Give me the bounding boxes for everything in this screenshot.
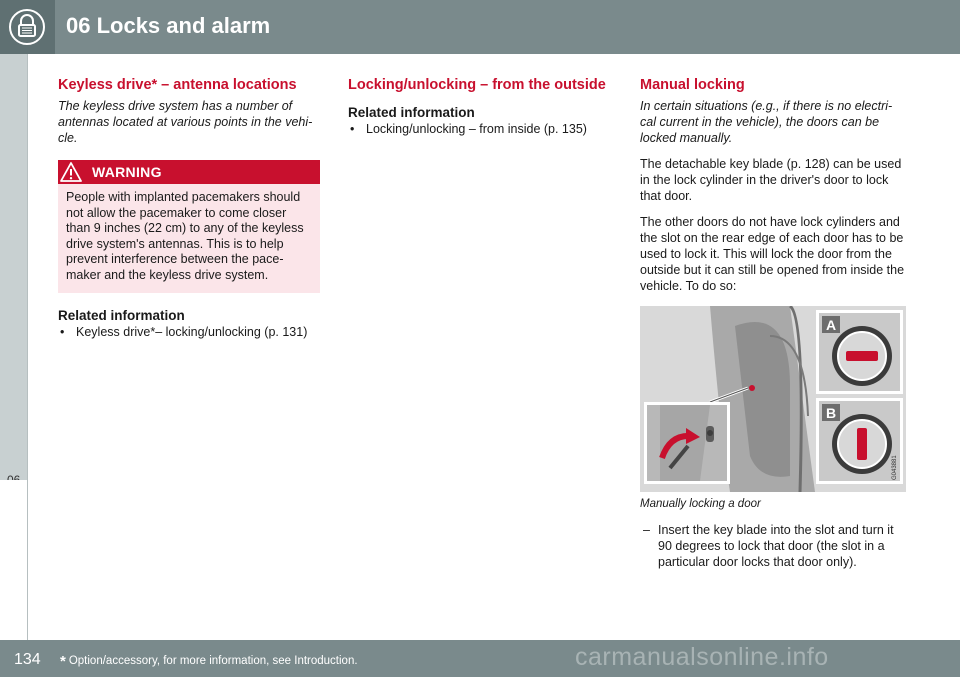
column-keyless-drive xyxy=(58,76,320,340)
warning-box xyxy=(58,160,320,293)
page-header xyxy=(0,0,960,54)
footnote-star: * xyxy=(60,653,66,670)
warning-header xyxy=(58,160,320,184)
figure-code: G043881 xyxy=(892,455,898,480)
section-title-manual-locking: Manual locking xyxy=(640,77,745,93)
figure-label-a: A xyxy=(825,317,837,333)
column-manual-locking xyxy=(640,76,908,570)
bullet: • xyxy=(60,325,65,339)
figure-caption: Manually locking a door xyxy=(640,498,761,510)
step-dash: – xyxy=(643,523,650,537)
section-intro: In certain situations (e.g., if there is no electri-cal current in the vehicle), the doors can be locked manually. xyxy=(640,99,893,145)
related-link-text: Locking/unlocking – from inside (p. 135) xyxy=(366,122,587,136)
page-number: 134 xyxy=(14,651,41,668)
step-text: Insert the key blade into the slot and turn it 90 degrees to lock that door (the slot in a particular door locks that door only). xyxy=(658,523,894,569)
related-info-heading: Related information xyxy=(58,308,185,323)
manual-locking-illustration xyxy=(640,306,906,492)
side-margin xyxy=(0,480,28,640)
chapter-icon-box xyxy=(0,0,55,54)
footnote-text: Option/accessory, for more information, see Introduction. xyxy=(68,655,358,667)
bullet: • xyxy=(350,122,355,136)
related-link[interactable] xyxy=(58,324,320,340)
figure-label-b: B xyxy=(825,405,837,421)
related-info-heading: Related information xyxy=(348,105,475,120)
chapter-title: 06 Locks and alarm xyxy=(66,13,271,38)
warning-triangle-icon xyxy=(60,162,82,182)
door-illustration xyxy=(640,306,906,492)
section-intro: The keyless drive system has a number of antennas located at various points in the vehi-cle. xyxy=(58,99,313,145)
related-link[interactable] xyxy=(348,121,610,137)
warning-text: People with implanted pacemakers should not allow the pacemaker to come closer than 9 inches (22 cm) to any of the keyless drive system's antennas. This is to help prevent interference between the pace-maker and the keyless drive system. xyxy=(66,190,304,282)
related-link-text: Keyless drive*– locking/unlocking (p. 131) xyxy=(76,325,308,339)
chapter-side-tab xyxy=(0,54,28,480)
paragraph-key-blade: The detachable key blade (p. 128) can be used in the lock cylinder in the driver's door to lock that door. xyxy=(640,157,902,203)
padlock-icon xyxy=(8,8,46,46)
warning-label: WARNING xyxy=(92,164,162,180)
section-title-keyless-antenna: Keyless drive* – antenna locations xyxy=(58,77,297,93)
section-title-locking-outside: Locking/unlocking – from the outside xyxy=(348,77,606,93)
instruction-step xyxy=(640,522,908,570)
paragraph-other-doors: The other doors do not have lock cylinders and the slot on the rear edge of each door has to be used to lock it. This will lock the door from the outside but it can still be opened from inside the vehicle. To do so: xyxy=(640,215,905,293)
column-locking-outside xyxy=(348,76,610,137)
footnote xyxy=(60,653,358,670)
watermark: carmanualsonline.info xyxy=(575,643,829,671)
